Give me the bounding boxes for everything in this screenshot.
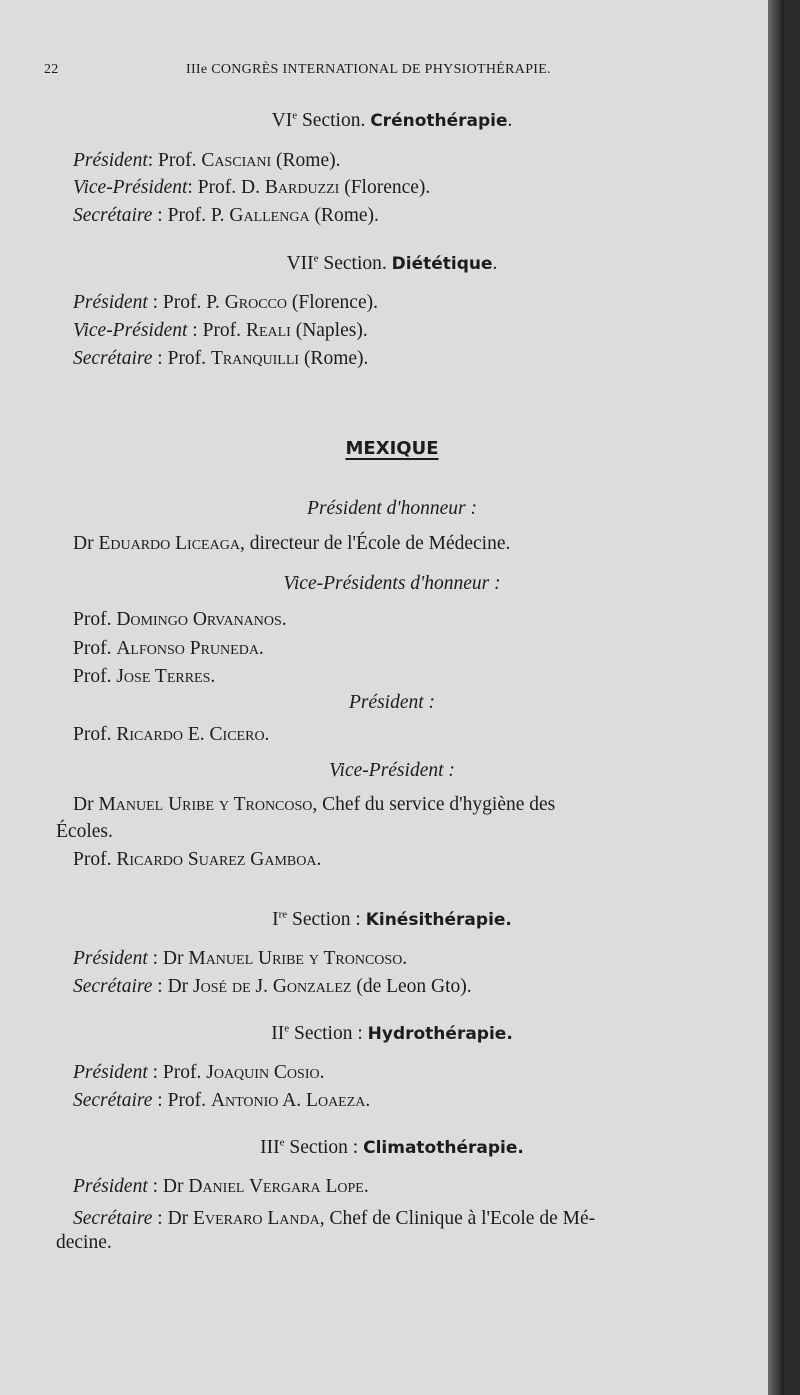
member-line: Secrétaire : Dr Everaro Landa, Chef de Clinique à l'Ecole de Mé-: [73, 1208, 596, 1229]
country-heading: MEXIQUE: [345, 438, 439, 459]
section-heading-crenotherapie: VIe Section. Crénothérapie.: [271, 109, 513, 131]
president-label: Président :: [348, 692, 436, 713]
section-heading-climatotherapie: IIIe Section : Climatothérapie.: [260, 1136, 524, 1158]
member-line: Président : Prof. Joaquin Cosio.: [73, 1062, 325, 1083]
honorary-president: Dr Eduardo Liceaga, directeur de l'École de Médecine.: [73, 533, 511, 554]
member-line: Vice-Président : Prof. Reali (Naples).: [73, 320, 368, 341]
member-line: Président : Prof. P. Grocco (Florence).: [73, 292, 378, 313]
member-line: Président : Dr Daniel Vergara Lope.: [73, 1176, 369, 1197]
vice-president-label: Vice-Président :: [329, 760, 455, 781]
member-line: Secrétaire : Dr José de J. Gonzalez (de Leon Gto).: [73, 976, 472, 997]
honorary-vps-label: Vice-Présidents d'honneur :: [283, 573, 501, 594]
vice-president: Dr Manuel Uribe y Troncoso, Chef du service d'hygiène des: [73, 794, 556, 815]
honorary-vp: Prof. Alfonso Pruneda.: [73, 638, 264, 659]
member-line-continuation: decine.: [56, 1232, 112, 1253]
vice-president-continuation: Écoles.: [56, 821, 113, 842]
member-line: Secrétaire : Prof. Tranquilli (Rome).: [73, 348, 369, 369]
member-line: Secrétaire : Prof. Antonio A. Loaeza.: [73, 1090, 371, 1111]
honorary-vp: Prof. Jose Terres.: [73, 666, 216, 687]
scan-page-edge: [768, 0, 784, 1395]
member-line: Secrétaire : Prof. P. Gallenga (Rome).: [73, 205, 379, 226]
honorary-president-label: Président d'honneur :: [307, 498, 477, 519]
page-number: 22: [44, 62, 59, 77]
member-line: Président : Dr Manuel Uribe y Troncoso.: [73, 948, 408, 969]
member-line: Président: Prof. Casciani (Rome).: [73, 150, 341, 171]
vice-president: Prof. Ricardo Suarez Gamboa.: [73, 849, 322, 870]
section-heading-kinesitherapie: Ire Section : Kinésithérapie.: [272, 908, 512, 930]
member-line: Vice-Président: Prof. D. Barduzzi (Florence).: [73, 177, 431, 198]
president: Prof. Ricardo E. Cicero.: [73, 724, 270, 745]
page-header: [40, 62, 740, 84]
honorary-vp: Prof. Domingo Orvananos.: [73, 609, 287, 630]
section-heading-hydrotherapie: IIe Section : Hydrothérapie.: [271, 1022, 513, 1044]
running-title: IIIe CONGRÈS INTERNATIONAL DE PHYSIOTHÉRAPIE.: [186, 62, 551, 77]
section-heading-dietetique: VIIe Section. Diététique.: [286, 252, 498, 274]
